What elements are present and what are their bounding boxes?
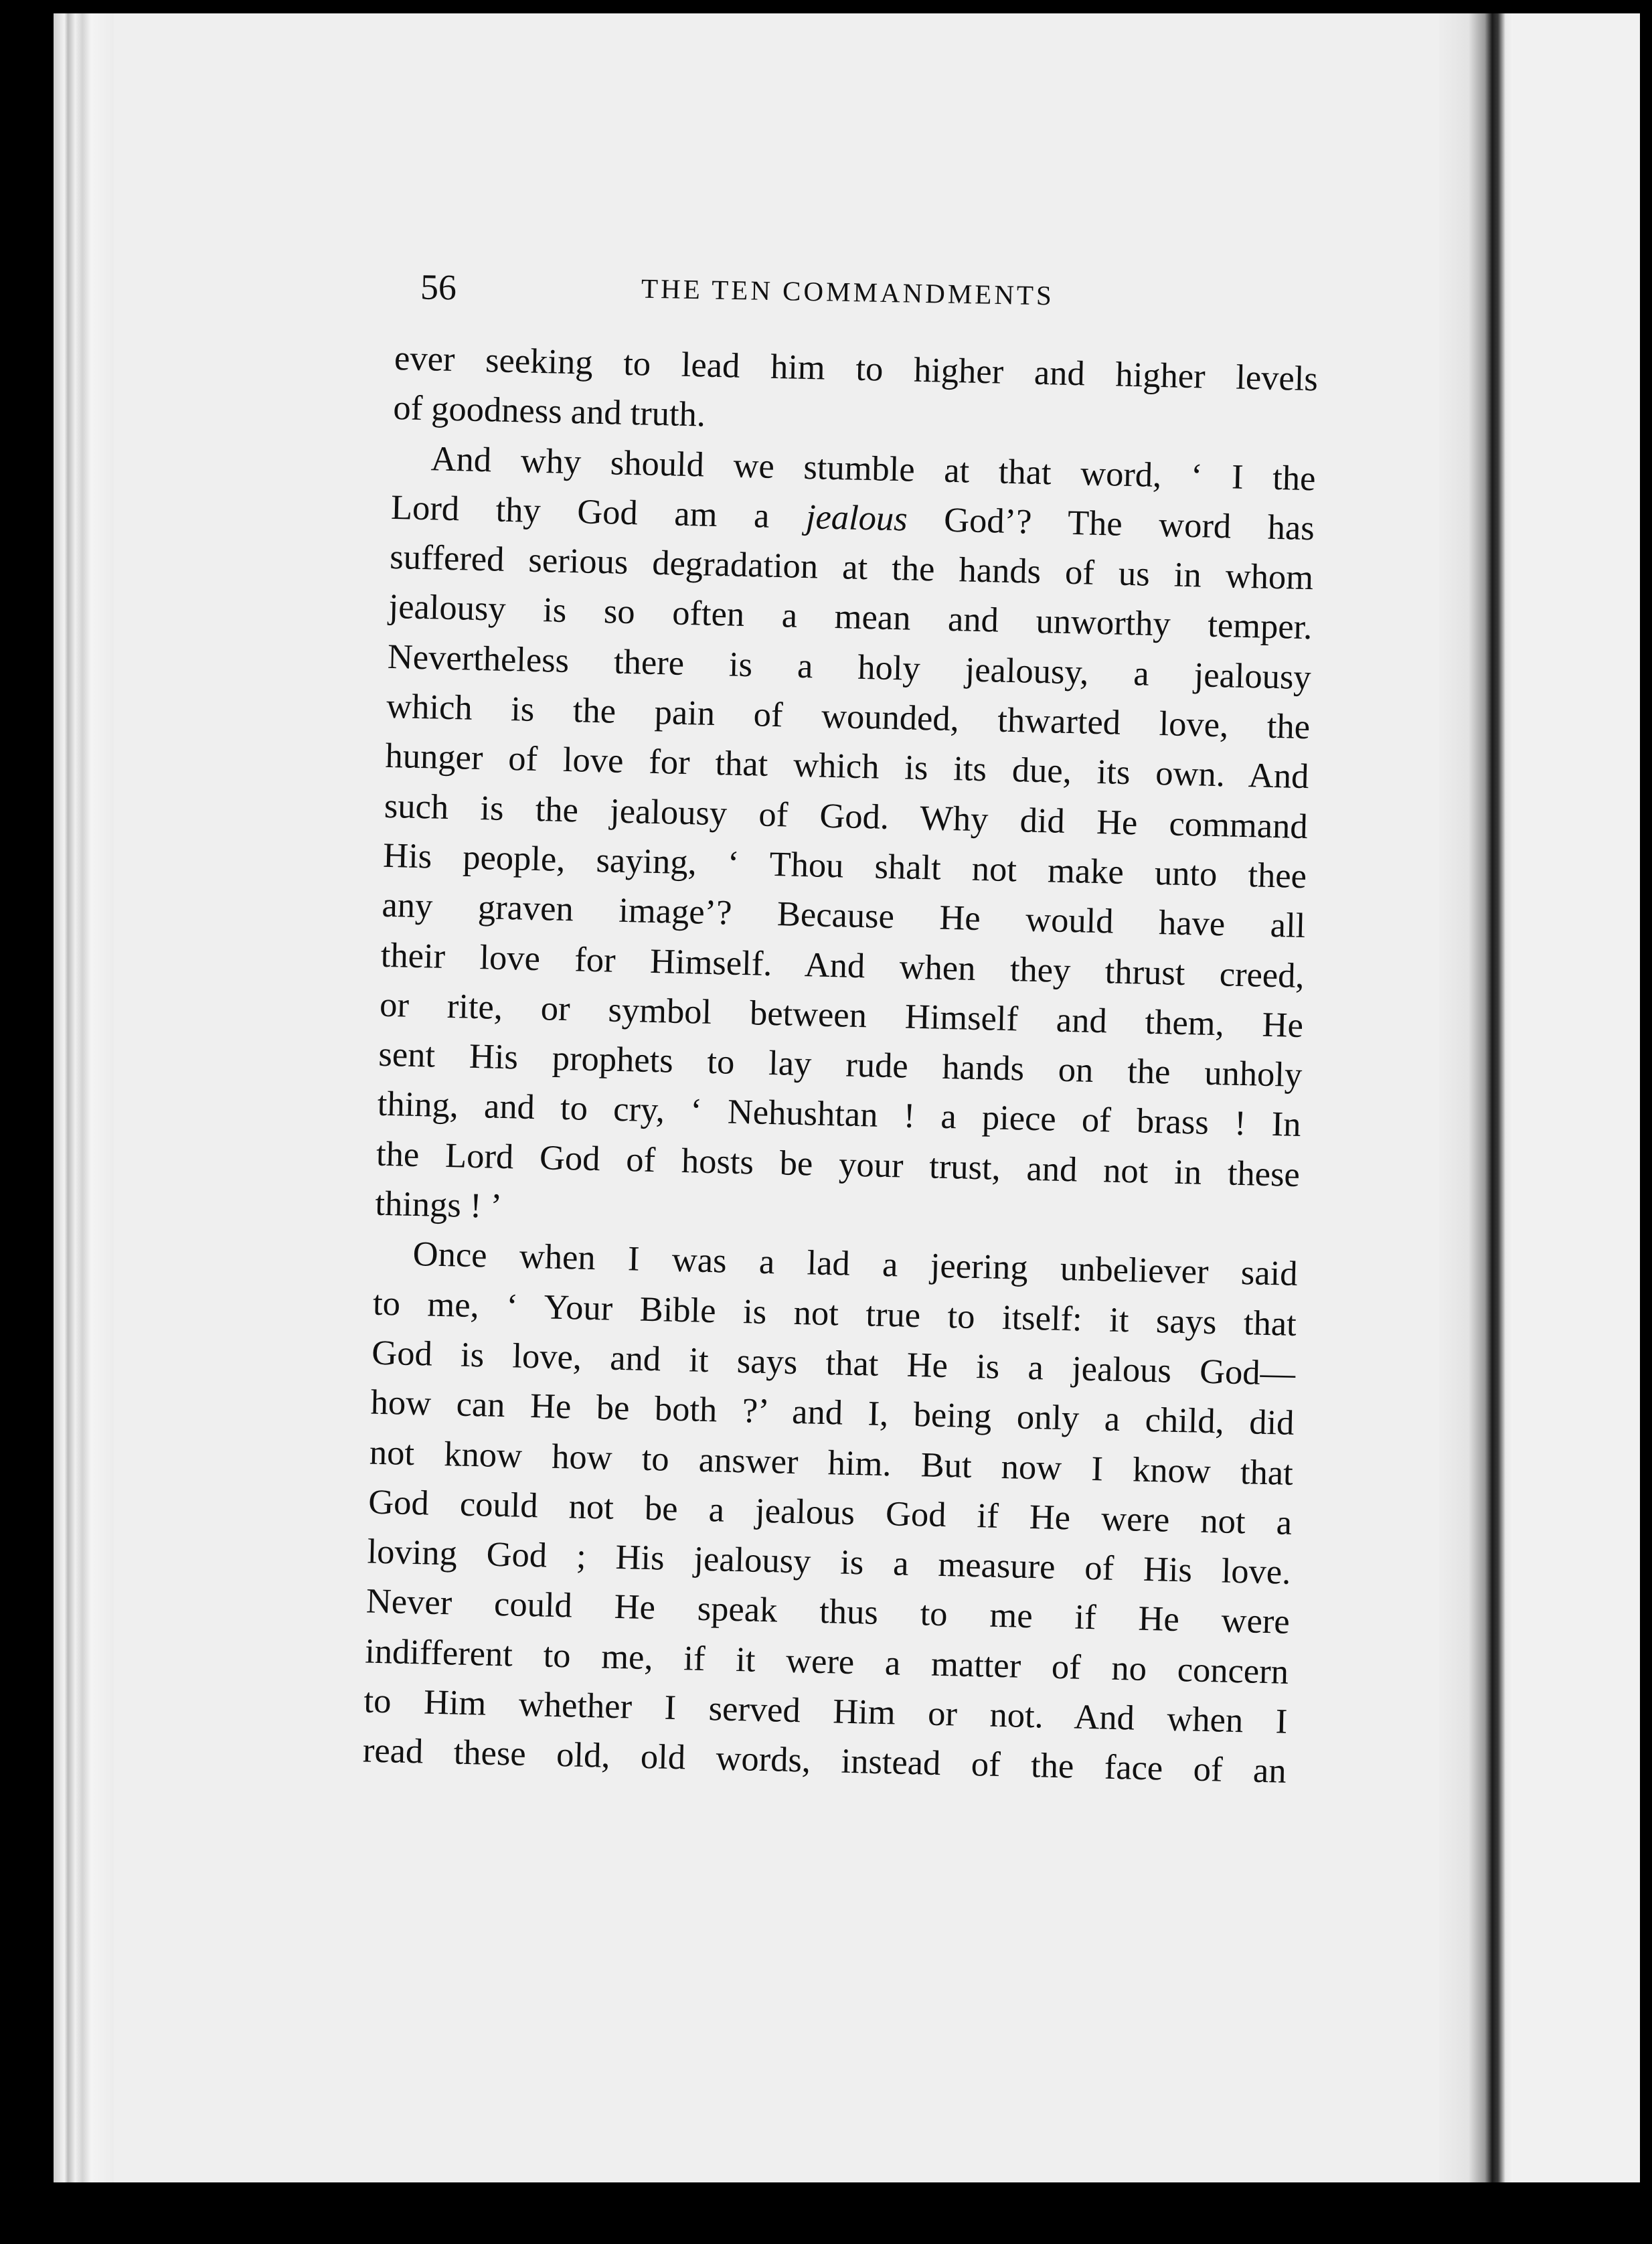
- text-line: ever seeking to lead him to higher and higher levels: [394, 338, 1319, 399]
- text-line: thing, and to cry, ‘ Nehushtan ! a piece of brass ! In: [377, 1085, 1302, 1145]
- text-line: how can He be both ?’ and I, being only a child, did: [370, 1382, 1295, 1443]
- facing-page-edge: [1513, 13, 1640, 2182]
- book-gutter: [1439, 13, 1513, 2182]
- scan-border-bottom: [0, 2184, 1652, 2244]
- text-line: God could not be a jealous God if He were not a: [367, 1482, 1293, 1542]
- paragraph-2: [375, 433, 1317, 1250]
- text-line: to Him whether I served Him or not. And when I: [363, 1681, 1288, 1741]
- text-line: which is the pain of wounded, thwarted love, the: [386, 686, 1311, 747]
- text-line: such is the jealousy of God. Why did He command: [384, 786, 1309, 846]
- page-number: 56: [420, 266, 457, 308]
- text-line: And why should we stumble at that word, ‘ I the: [430, 438, 1317, 498]
- text-line: indifferent to me, if it were a matter of no concern: [364, 1631, 1289, 1692]
- text-line: their love for Himself. And when they thrust creed,: [380, 935, 1305, 995]
- text-line: sent His prophets to lay rude hands on the unholy: [378, 1034, 1303, 1095]
- text-line: loving God ; His jealousy is a measure of His love.: [367, 1532, 1292, 1592]
- text-line: suffered serious degradation at the hands of us in whom: [389, 538, 1314, 598]
- text-line: not know how to answer him. But now I know that: [369, 1433, 1294, 1493]
- text-line: Nevertheless there is a holy jealousy, a jealousy: [387, 637, 1312, 697]
- text-line: God is love, and it says that He is a jealous God—: [371, 1333, 1296, 1393]
- text-line: the Lord God of hosts be your trust, and not in these: [376, 1134, 1301, 1194]
- running-head: THE TEN COMMANDMENTS: [641, 272, 1055, 311]
- text-line: read these old, old words, instead of the face of an: [362, 1731, 1287, 1791]
- text-run: Lord thy God am a: [390, 487, 770, 536]
- text-line: hunger of love for that which is its due, its own. And: [385, 736, 1309, 797]
- paragraph-3: [362, 1228, 1298, 1796]
- text-line: Never could He speak thus to me if He were: [365, 1581, 1291, 1642]
- text-line: jealousy is so often a mean and unworthy temper.: [388, 587, 1313, 647]
- text-line: or rite, or symbol between Himself and them, He: [379, 985, 1304, 1045]
- text-line: any graven image’? Because He would have all: [381, 886, 1306, 946]
- page-header: [420, 266, 1110, 320]
- page-edge-stack: [54, 13, 114, 2182]
- text-line: to me, ‘ Your Bible is not true to itself: it says that: [372, 1283, 1297, 1344]
- italic-word: jealous: [805, 497, 908, 539]
- text-line: His people, saying, ‘ Thou shalt not make unto thee: [382, 835, 1307, 896]
- text-line: Once when I was a lad a jeering unbeliever said: [412, 1234, 1299, 1294]
- text-line: of goodness and truth.: [392, 388, 706, 434]
- body-text: [362, 333, 1319, 1796]
- text-line: things ! ’: [374, 1184, 503, 1226]
- text-run: God’? The word has: [943, 500, 1315, 548]
